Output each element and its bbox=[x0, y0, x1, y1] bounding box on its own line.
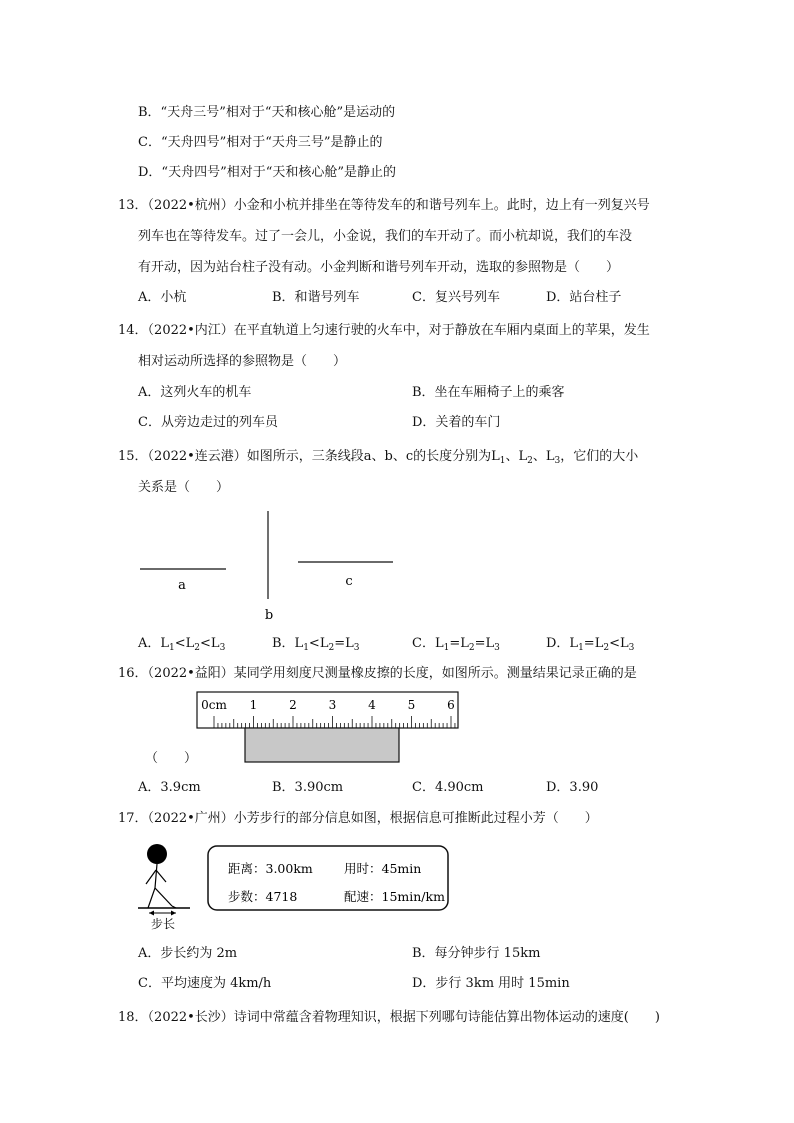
q13-option-b: B．和谐号列车 bbox=[272, 290, 360, 305]
q13-option-d: D．站台柱子 bbox=[546, 290, 622, 305]
stride-arrow bbox=[149, 911, 176, 916]
stride-label: 步长 bbox=[150, 917, 176, 931]
ruler-label: 3 bbox=[328, 698, 337, 712]
q17-walking-figure bbox=[132, 840, 452, 935]
time-value: 用时：45min bbox=[344, 861, 422, 876]
q14-option-d: D．关着的车门 bbox=[412, 415, 501, 430]
q15-line-segments-figure bbox=[130, 505, 410, 630]
eraser bbox=[245, 728, 399, 762]
q15-option-a: A．$L_1<L_2<L_3$ bbox=[138, 636, 226, 653]
q16-stem-line1: 16．（2022•益阳）某同学用刻度尺测量橡皮擦的长度，如图所示。测量结果记录正确的是 bbox=[118, 666, 637, 681]
ruler-label: 0cm bbox=[201, 698, 227, 712]
q14-stem-line2: 相对运动所选择的参照物是（ ） bbox=[138, 354, 347, 369]
q12-option-d: D．“天舟四号”相对于“天和核心舱”是静止的 bbox=[138, 165, 397, 180]
label-c: c bbox=[345, 574, 353, 589]
q15-stem-text: 15．（2022•连云港）如图所示，三条线段a、b、c的长度分别为L bbox=[118, 449, 500, 464]
label-b: b bbox=[264, 608, 274, 623]
q17-stem-line1: 17．（2022•广州）小芳步行的部分信息如图，根据信息可推断此过程小芳（ ） bbox=[118, 811, 598, 826]
q14-option-b: B．坐在车厢椅子上的乘客 bbox=[412, 385, 565, 400]
q13-stem-line1: 13．（2022•杭州）小金和小杭并排坐在等待发车的和谐号列车上。此时，边上有一列复兴号 bbox=[118, 198, 650, 213]
q15-option-d: D．$L_1=L_2<L_3$ bbox=[546, 636, 635, 653]
ruler-label: 5 bbox=[407, 698, 416, 712]
q17-option-a: A．步长约为 2m bbox=[138, 946, 238, 961]
walker-icon bbox=[146, 844, 176, 908]
q16-option-a: A．3.9cm bbox=[138, 780, 201, 795]
q13-stem-line2: 列车也在等待发车。过了一会儿，小金说，我们的车开动了。而小杭却说，我们的车没 bbox=[138, 229, 633, 244]
q16-stem-line2: （ ） bbox=[145, 751, 198, 766]
q15-stem-line2: 关系是（ ） bbox=[138, 480, 230, 495]
q18-stem-line1: 18．（2022•长沙）诗词中常蕴含着物理知识，根据下列哪句诗能估算出物体运动的速度( ) bbox=[118, 1010, 660, 1025]
q12-option-b: B．“天舟三号”相对于“天和核心舱”是运动的 bbox=[138, 105, 396, 120]
q16-option-d: D．3.90 bbox=[546, 780, 599, 795]
q14-option-a: A．这列火车的机车 bbox=[138, 385, 252, 400]
q17-option-b: B．每分钟步行 15km bbox=[412, 946, 541, 961]
q15-option-c: C．$L_1=L_2=L_3$ bbox=[412, 636, 500, 653]
q16-option-b: B．3.90cm bbox=[272, 780, 344, 795]
q17-option-c: C．平均速度为 4km/h bbox=[138, 976, 272, 991]
ruler-label: 1 bbox=[249, 698, 258, 712]
ruler-label: 4 bbox=[368, 698, 376, 712]
q17-option-d: D．步行 3km 用时 15min bbox=[412, 976, 570, 991]
q12-option-c: C．“天舟四号”相对于“天舟三号”是静止的 bbox=[138, 135, 383, 150]
ruler-label: 6 bbox=[447, 698, 455, 712]
ruler-label: 2 bbox=[289, 698, 297, 712]
q16-ruler-figure bbox=[190, 690, 465, 770]
pace-value: 配速：15min/km bbox=[344, 889, 445, 904]
distance-value: 距离：3.00km bbox=[228, 861, 313, 876]
label-a: a bbox=[178, 578, 186, 593]
q13-option-c: C．复兴号列车 bbox=[412, 290, 500, 305]
q13-option-a: A．小杭 bbox=[138, 290, 187, 305]
ruler-body bbox=[197, 692, 458, 728]
steps-value: 步数：4718 bbox=[228, 889, 298, 904]
q16-option-c: C．4.90cm bbox=[412, 780, 484, 795]
q13-stem-line3: 有开动，因为站台柱子没有动。小金判断和谐号列车开动，选取的参照物是（ ） bbox=[138, 260, 620, 275]
q15-stem-text-end: ，它们的大小 bbox=[560, 449, 639, 464]
q14-stem-line1: 14．（2022•内江）在平直轨道上匀速行驶的火车中，对于静放在车厢内桌面上的苹果，发生 bbox=[118, 323, 650, 338]
q15-stem-line1: 15．（2022•连云港）如图所示，三条线段a、b、c的长度分别为$L_1$、$L_2$、$L_3$，它们的大小 bbox=[118, 449, 639, 466]
q14-option-c: C．从旁边走过的列车员 bbox=[138, 415, 278, 430]
q15-option-b: B．$L_1<L_2=L_3$ bbox=[272, 636, 360, 653]
